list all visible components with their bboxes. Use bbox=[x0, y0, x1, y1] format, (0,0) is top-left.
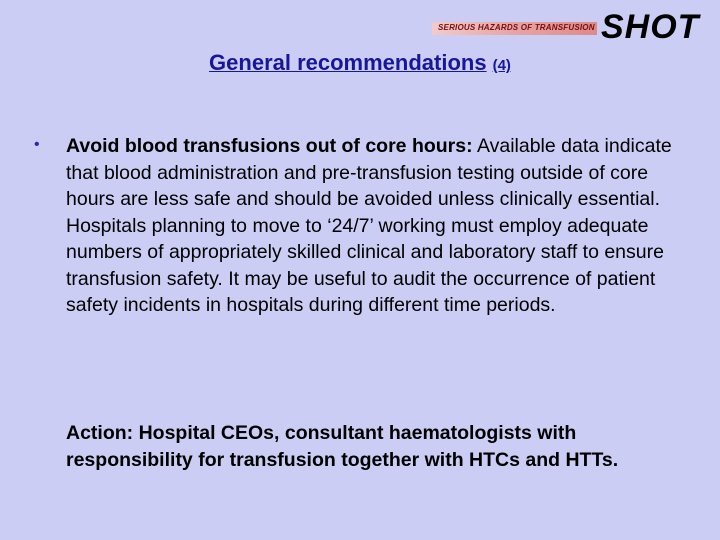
bullet-icon: • bbox=[34, 136, 40, 153]
bullet-item bbox=[34, 133, 694, 319]
title-main: General recommendations bbox=[209, 50, 487, 75]
logo-subtitle: SERIOUS HAZARDS OF TRANSFUSION bbox=[438, 23, 595, 32]
bullet-heading: Avoid blood transfusions out of core hours: bbox=[66, 135, 473, 157]
logo-word: SHOT bbox=[597, 10, 703, 44]
bullet-text bbox=[66, 133, 694, 319]
action-statement: Action: Hospital CEOs, consultant haematologists with responsibility for transfusion together with HTCs and HTTs. bbox=[66, 422, 619, 471]
shot-logo bbox=[432, 10, 712, 50]
title-number: (4) bbox=[492, 57, 511, 74]
bullet-body: Available data indicate that blood administration and pre-transfusion testing outside of core hours are less safe and should be avoided unless clinically essential. Hospitals planning to move to ‘24/7’ working must employ adequate numbers of appropriately skilled clinical and laboratory staff to ensure transfusion safety. It may be useful to audit the occurrence of patient safety incidents in hospitals during different time periods. bbox=[66, 135, 672, 316]
slide-title bbox=[0, 50, 720, 76]
